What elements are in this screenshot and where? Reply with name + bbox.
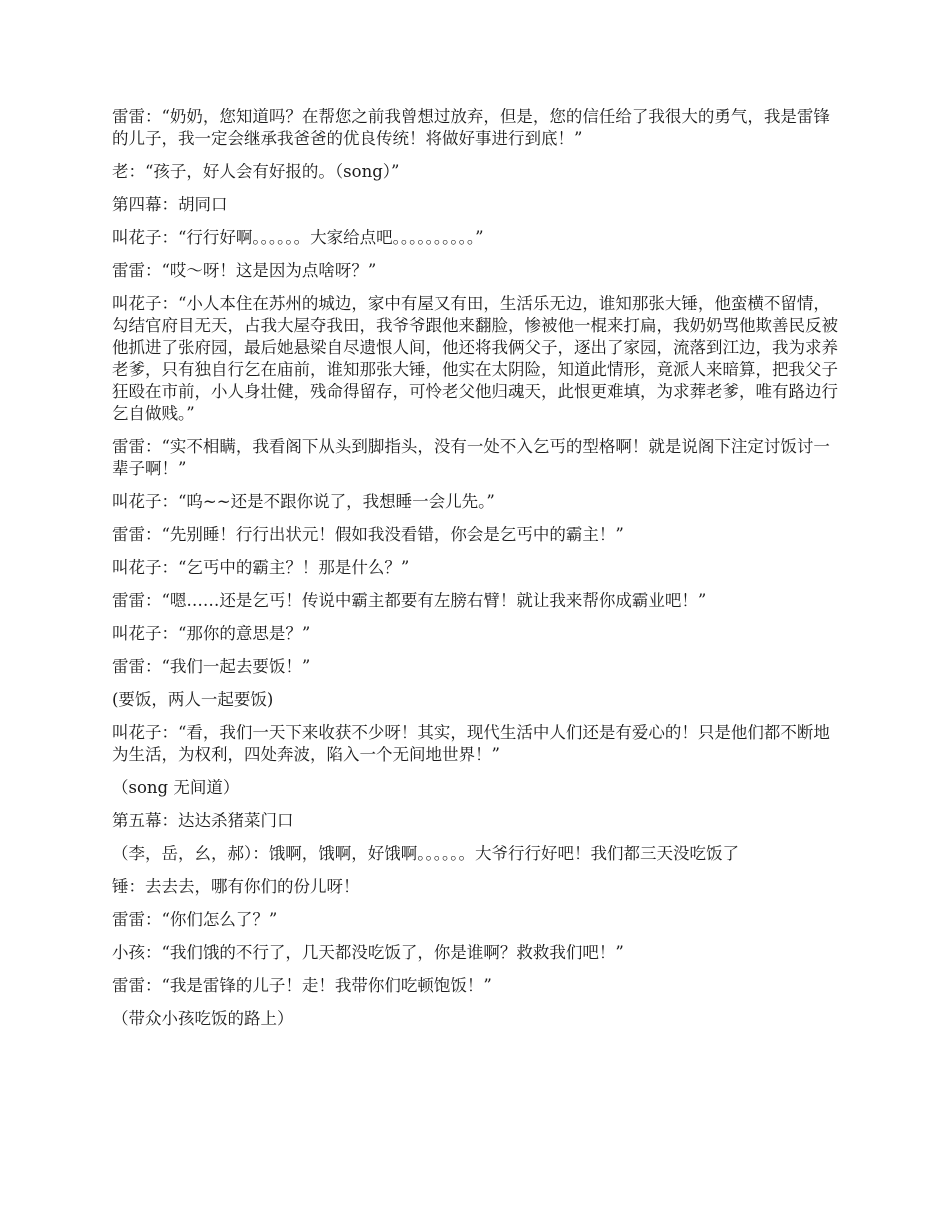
paragraph: 锤：去去去，哪有你们的份儿呀！ xyxy=(112,877,360,896)
paragraph: 叫花子：“看，我们一天下来收获不少呀！其实，现代生活中人们还是有爱心的！只是他们都不断地为生活，为权利，四处奔波，陷入一个无间地世界！” xyxy=(112,723,830,764)
paragraph: 雷雷：“你们怎么了？” xyxy=(112,910,278,929)
stage-direction: （带众小孩吃饭的路上） xyxy=(112,1009,294,1028)
paragraph: 叫花子：“行行好啊。。。。。。大家给点吧。。。。。。。。。。” xyxy=(112,228,484,247)
paragraph: 雷雷：“实不相瞒，我看阁下从头到脚指头，没有一处不入乞丐的型格啊！就是说阁下注定讨饭讨一辈子啊！” xyxy=(112,437,830,478)
paragraph: 叫花子：“乞丐中的霸主？！那是什么？” xyxy=(112,558,410,577)
paragraph: 叫花子：“小人本住在苏州的城边，家中有屋又有田，生活乐无边，谁知那张大锤，他蛮横不留情，勾结官府目无天，占我大屋夺我田，我爷爷跟他来翻脸，惨被他一棍来打扁，我奶奶骂他欺善民反被他抓进了张府园，最后她悬梁自尽遗恨人间，他还将我俩父子，逐出了家园，流落到江边，我为求养老爹，只有独自行乞在庙前，谁知那张大锤，他实在太阴险，知道此情形，竟派人来暗算，把我父子狂殴在市前，小人身壮健，残命得留存，可怜老父他归魂天，此恨更难填，为求葬老爹，唯有路边行乞自做贱。” xyxy=(112,294,838,423)
paragraph: 叫花子：“呜~~还是不跟你说了，我想睡一会儿先。” xyxy=(112,492,495,511)
scene-heading: 第四幕：胡同口 xyxy=(112,195,228,214)
paragraph: 雷雷：“嗯……还是乞丐！传说中霸主都要有左膀右臂！就让我来帮你成霸业吧！” xyxy=(112,591,707,610)
scene-heading: 第五幕：达达杀猪菜门口 xyxy=(112,811,294,830)
paragraph: 小孩：“我们饿的不行了，几天都没吃饭了，你是谁啊？救救我们吧！” xyxy=(112,943,624,962)
stage-direction: (要饭，两人一起要饭) xyxy=(112,690,274,709)
paragraph: 雷雷：“我们一起去要饭！” xyxy=(112,657,311,676)
paragraph: 雷雷：“哎～呀！这是因为点啥呀？” xyxy=(112,261,377,280)
paragraph: 老：“孩子，好人会有好报的。（song）” xyxy=(112,162,400,181)
paragraph: （李，岳，幺，郝）：饿啊，饿啊，好饿啊。。。。。。大爷行行好吧！我们都三天没吃饭了 xyxy=(112,844,739,863)
document-body xyxy=(112,106,842,1041)
paragraph: 叫花子：“那你的意思是？” xyxy=(112,624,311,643)
stage-direction: （song 无间道） xyxy=(112,778,240,797)
paragraph: 雷雷：“我是雷锋的儿子！走！我带你们吃顿饱饭！” xyxy=(112,976,492,995)
paragraph: 雷雷：“奶奶，您知道吗？在帮您之前我曾想过放弃，但是，您的信任给了我很大的勇气，我是雷锋的儿子，我一定会继承我爸爸的优良传统！将做好事进行到底！” xyxy=(112,107,830,148)
paragraph: 雷雷：“先别睡！行行出状元！假如我没看错，你会是乞丐中的霸主！” xyxy=(112,525,624,544)
